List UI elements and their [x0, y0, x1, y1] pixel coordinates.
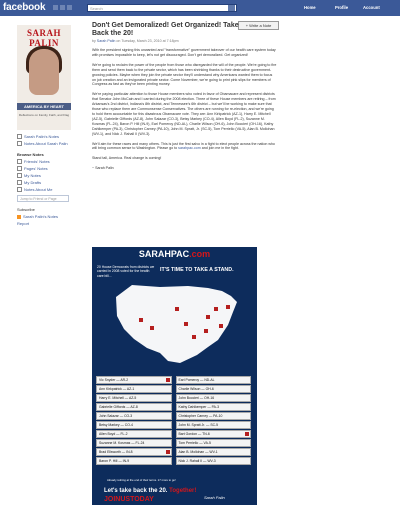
- note-title: Don't Get Demoralized! Get Organized! Take Back the 20!: [92, 22, 239, 37]
- note-content: [92, 22, 277, 171]
- poster-name-cell: Vic Snyder — AR-2: [96, 376, 172, 384]
- sidebar-link-author-notes[interactable]: Sarah Palin's Notes: [17, 134, 71, 139]
- nav-home[interactable]: Home: [304, 5, 316, 10]
- poster-name-cell: Bart Gordon — TN-6: [176, 430, 252, 438]
- retiring-marker-icon: [245, 432, 249, 436]
- poster-name-row: [96, 376, 251, 384]
- profile-picture[interactable]: [17, 25, 71, 130]
- subscribe-link[interactable]: Sarah Palin's Notes: [17, 214, 71, 219]
- sidebar-link-my-notes[interactable]: My Notes: [17, 173, 71, 178]
- poster-name-row: [96, 439, 251, 447]
- browse-notes-heading: Browse Notes: [17, 152, 44, 157]
- draft-icon: [17, 180, 22, 185]
- poster-name-row: [96, 430, 251, 438]
- poster-name-cell: Brad Ellsworth — IN-8: [96, 448, 172, 456]
- poster-signature: Sarah Palin: [204, 495, 225, 500]
- poster-name-cell: John Salazar — CO-3: [96, 412, 172, 420]
- note-meta: by Sarah Palin on Tuesday, March 23, 2010 at 7:18pm: [92, 39, 179, 43]
- sarahpac-poster-image: [92, 247, 257, 505]
- us-map: [110, 277, 245, 369]
- poster-join-us: JOINUSTODAY: [104, 496, 154, 503]
- search-icon[interactable]: [228, 5, 235, 11]
- poster-name-row: [96, 385, 251, 393]
- pages-icon: [17, 166, 22, 171]
- sidebar-link-friends-notes[interactable]: Friends' Notes: [17, 159, 71, 164]
- poster-brand: SARAHPAC.com: [138, 249, 211, 259]
- note-paragraph: We're paying particular attention to those House members who voted in favor of Obamacare and represent districts that Senator John McCain and I carried during the 2008 election. Three of these House members are retiring – from Arkansas's 2nd district, Indiana's 8th district, and Tennessee's 6th district – but we'll be working to make sure that those who replace them are Commonsense Conservatives. The others are running for re-election, and we're going to hold them accountable for this disastrous Obamacare vote. They are: Ann Kirkpatrick (AZ-1), Harry E. Mitchell (AZ-5), Gabrielle Giffords (AZ-8), John Salazar (CO-3), Betsy Markey (CO-4), Allen Boyd (FL-2), Suzanne M. Kosmas (FL-24), Baron P. Hill (IN-9), Earl Pomeroy (ND-AL), Charlie Wilson (OH-6), John Boccieri (OH-16), Kathy Dahlkemper (PA-3), Christopher Carney (PA-10), John M. Spratt, Jr. (SC-5), Tom Perriello (VA-5), Alan B. Mollohan (WV-1), and Nick J. Rahall II (WV-3).: [92, 92, 276, 136]
- poster-name-row: [96, 448, 251, 456]
- poster-name-cell: John Boccieri — OH-16: [176, 394, 252, 402]
- poster-name-cell: John M. Spratt Jr. — SC-5: [176, 421, 252, 429]
- note-icon: [17, 187, 22, 192]
- poster-name-cell: Earl Pomeroy — ND-AL: [176, 376, 252, 384]
- poster-name-cell: Ann Kirkpatrick — AZ-1: [96, 385, 172, 393]
- poster-name-cell: Alan B. Mollohan — WV-1: [176, 448, 252, 456]
- poster-name-cell: Harry E. Mitchell — AZ-5: [96, 394, 172, 402]
- rss-icon: [17, 215, 21, 219]
- left-sidebar: [17, 25, 71, 226]
- poster-name-cell: Nick J. Rahall II — WV-3: [176, 457, 252, 465]
- book-cover-title: AMERICA BY HEART: [17, 103, 71, 110]
- poster-name-row: [96, 421, 251, 429]
- friend-requests-icon[interactable]: [53, 5, 58, 10]
- poster-name-row: [96, 394, 251, 402]
- messages-icon[interactable]: [60, 5, 65, 10]
- note-icon: [17, 141, 22, 146]
- poster-name-cell: Gabrielle Giffords — AZ-8: [96, 403, 172, 411]
- poster-name-cell: Christopher Carney — PA-10: [176, 412, 252, 420]
- book-cover-name-2: PALIN: [29, 38, 59, 48]
- top-bar: [0, 0, 400, 16]
- poster-intro: 20 House Democrats from districts we carried in 2008 voted for the health care bill...: [97, 265, 155, 278]
- poster-name-cell: Kathy Dahlkemper — PA-3: [176, 403, 252, 411]
- retiring-marker-icon: [166, 450, 170, 454]
- facebook-logo[interactable]: facebook: [3, 2, 46, 13]
- book-cover-name-1: SARAH: [26, 28, 61, 38]
- sidebar-link-notes-about[interactable]: Notes About Sarah Palin: [17, 141, 71, 146]
- sidebar-link-pages-notes[interactable]: Pages' Notes: [17, 166, 71, 171]
- poster-name-row: [96, 457, 251, 465]
- poster-name-grid: [96, 376, 251, 466]
- poster-name-cell: Suzanne M. Kosmas — FL-24: [96, 439, 172, 447]
- notifications-icon[interactable]: [67, 5, 72, 10]
- note-paragraph: Stand tall, America. Real change is coming!: [92, 156, 162, 161]
- nav-account[interactable]: Account: [363, 5, 380, 10]
- friends-icon: [17, 159, 22, 164]
- author-link[interactable]: Sarah Palin: [96, 39, 116, 43]
- poster-name-cell: Allen Boyd — FL-2: [96, 430, 172, 438]
- jump-to-friend-input[interactable]: Jump to Friend or Page: [17, 195, 69, 202]
- search-input[interactable]: Search: [87, 4, 237, 12]
- poster-name-cell: Baron P. Hill — IN-9: [96, 457, 172, 465]
- sidebar-link-my-drafts[interactable]: My Drafts: [17, 180, 71, 185]
- poster-name-row: [96, 403, 251, 411]
- poster-note: Already retiring at the end of their terms. 17 more to go!: [107, 478, 176, 482]
- poster-name-cell: Betsy Markey — CO-4: [96, 421, 172, 429]
- nav-profile[interactable]: Profile: [335, 5, 349, 10]
- sarahpac-link[interactable]: sarahpac.com: [178, 146, 201, 151]
- note-paragraph: We're going to reclaim the power of the people from those who disregarded the will of the people. We're going to fire them and send them back to the private sector, which has been shrinking thanks to their destructive government-growing policies. Maybe when they join the private sector they'll understand why Americans wanted them to focus on job creation and an invigorated private sector. Come November, we're going to print pink slips for members of Congress as fast as they've been printing money.: [92, 62, 277, 87]
- note-icon: [17, 173, 22, 178]
- sidebar-link-notes-about-me[interactable]: Notes About Me: [17, 187, 71, 192]
- note-paragraph: With the president signing this unwanted and "transformative" government takeover of our health care system today with promises impossible to keep, let's not get discouraged. Don't get demoralized. Get organized!: [92, 48, 276, 57]
- note-signoff: ~ Sarah Palin: [92, 166, 114, 171]
- poster-headline: IT'S TIME TO TAKE A STAND.: [160, 267, 234, 273]
- poster-name-cell: Tom Perriello — VA-5: [176, 439, 252, 447]
- subscribe-heading: Subscribe: [17, 207, 35, 212]
- poster-tagline: Let's take back the 20. Together!: [104, 488, 197, 494]
- retiring-marker-icon: [166, 378, 170, 382]
- note-paragraph: We'll aim for these races and many others. This is just the first salvo in a fight to elect people across the nation who will bring common sense to Washington. Please go to sarahpac.com and join me in the fight.: [92, 141, 275, 151]
- book-cover-subtitle: Reflections on Family, Faith, and Flag: [18, 113, 70, 117]
- report-link[interactable]: Report: [17, 221, 30, 226]
- note-icon: [17, 134, 22, 139]
- poster-name-row: [96, 412, 251, 420]
- write-note-button[interactable]: + Write a Note: [238, 21, 279, 30]
- poster-name-cell: Charlie Wilson — OH-6: [176, 385, 252, 393]
